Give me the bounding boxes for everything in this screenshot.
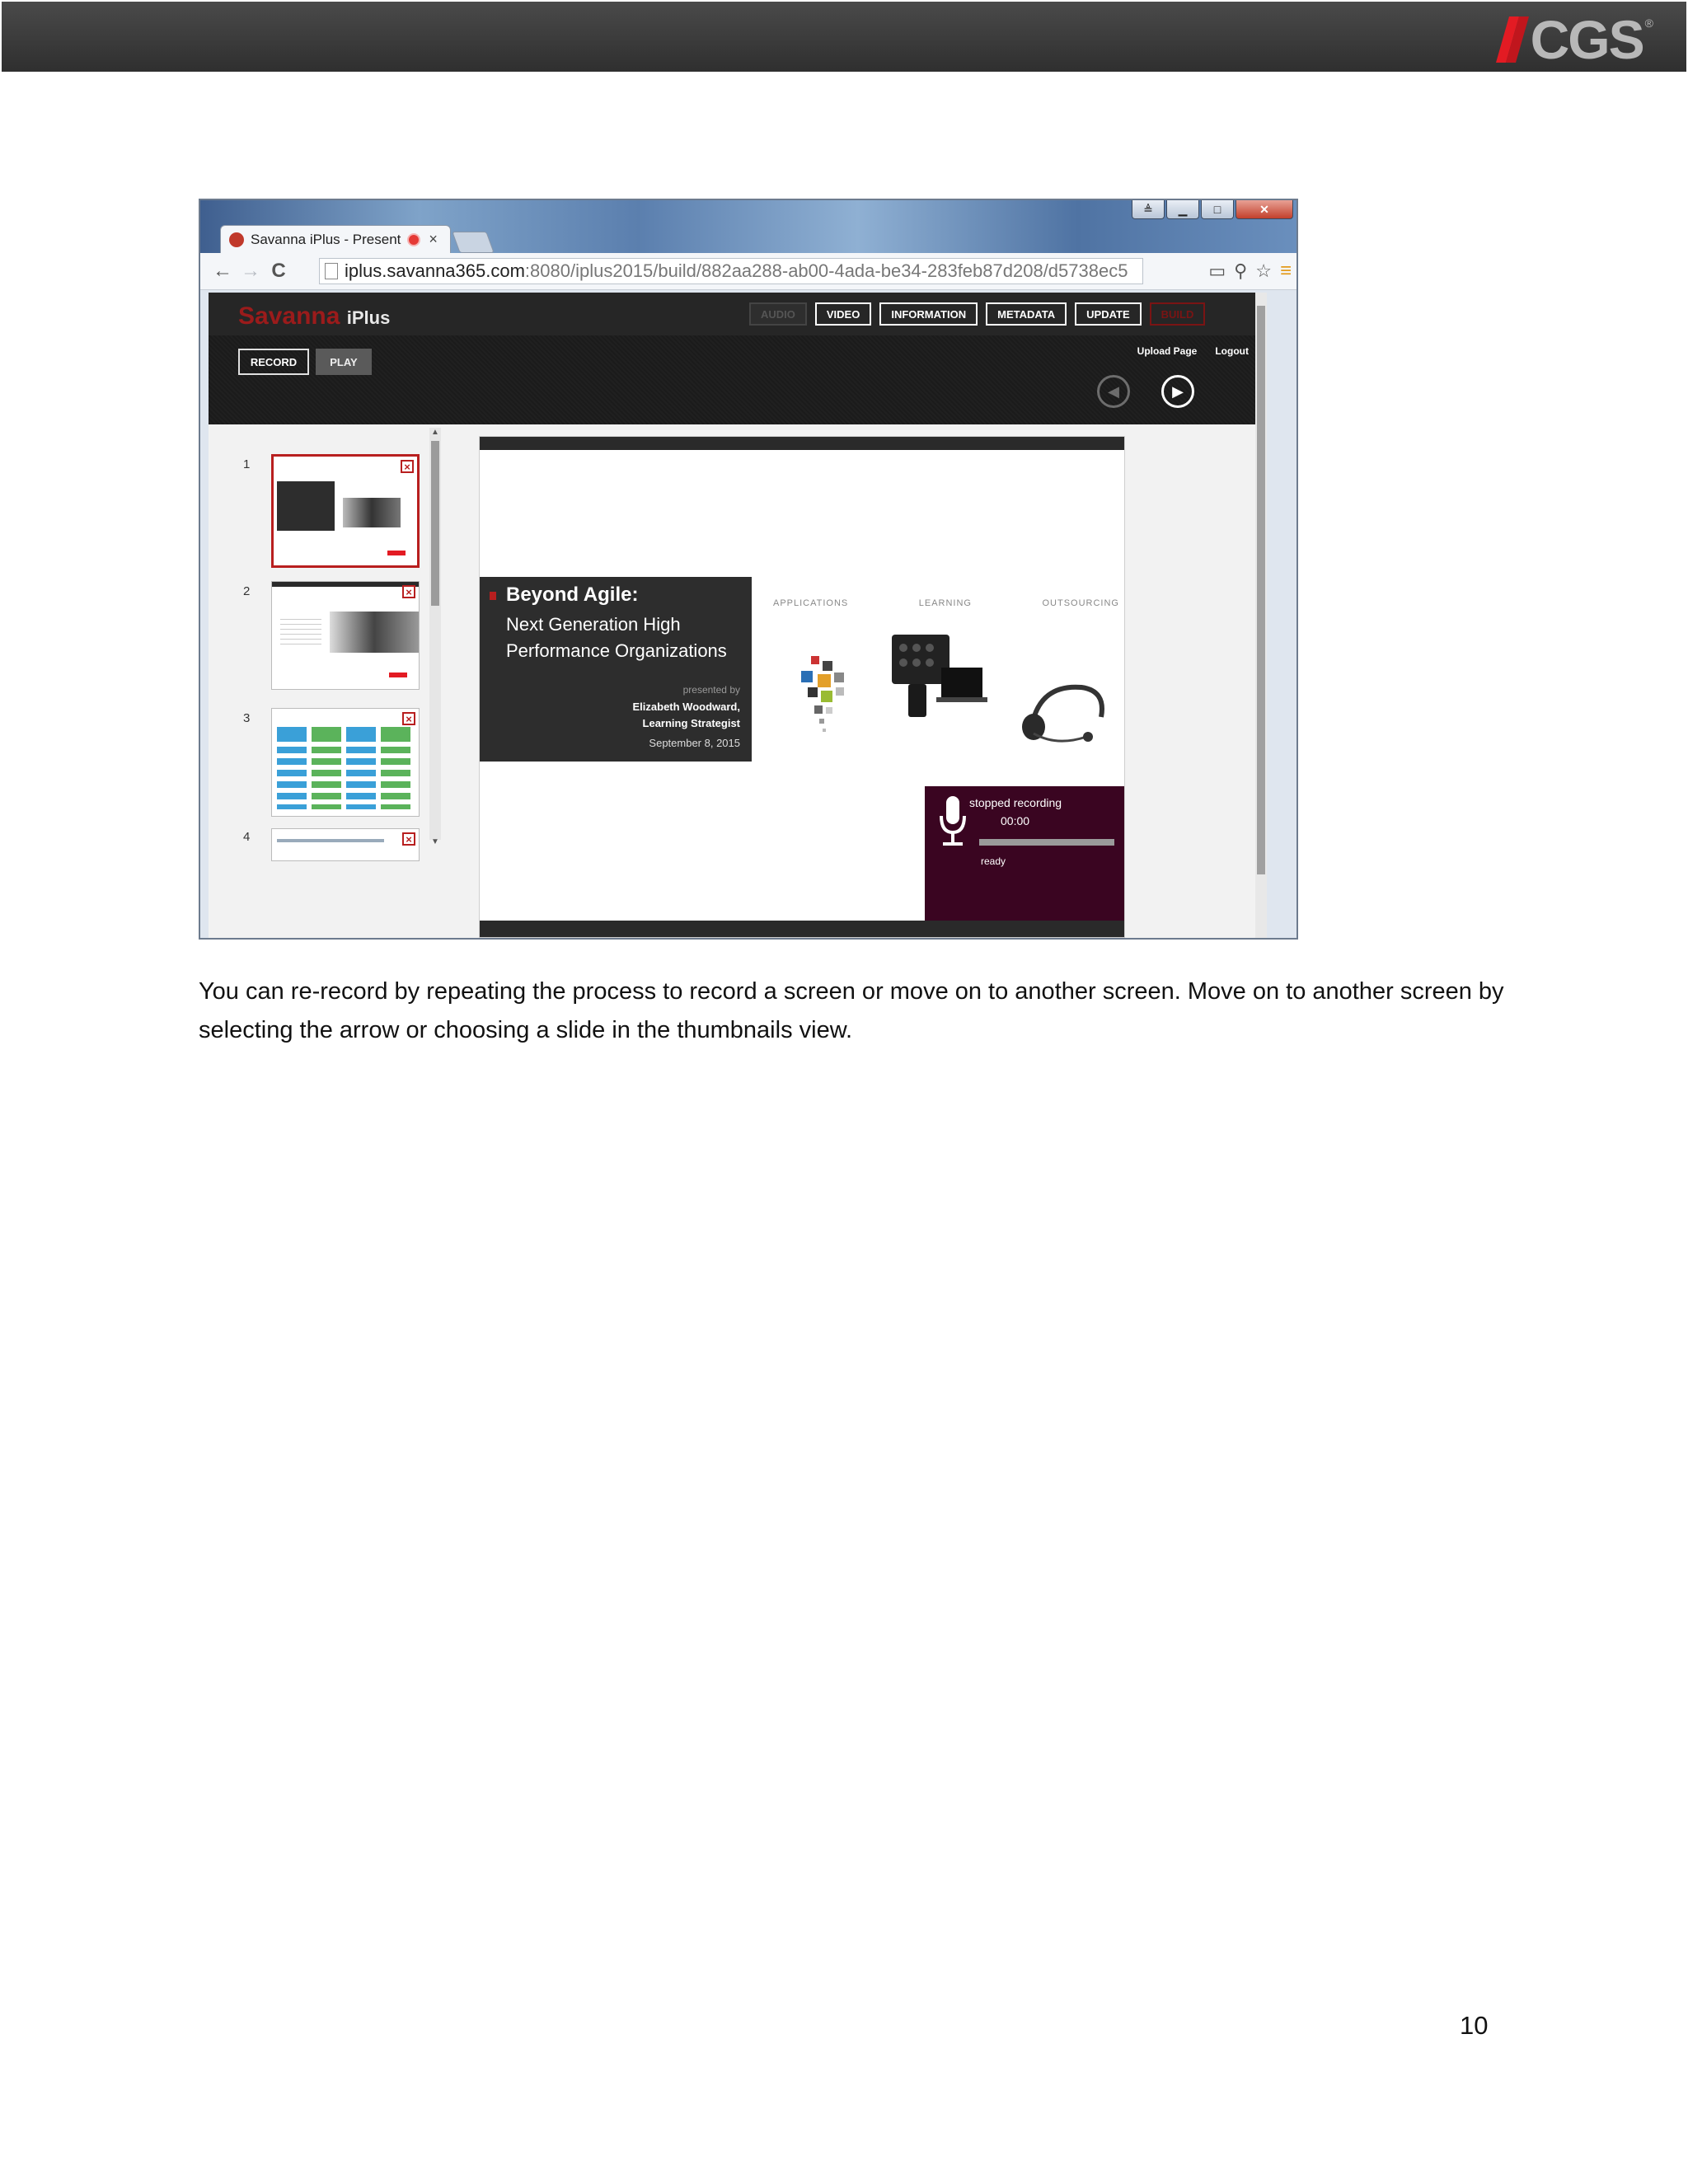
thumbnail-number: 2 <box>243 584 251 598</box>
browser-tab[interactable] <box>220 225 451 253</box>
cgs-logo-text: CGS <box>1530 9 1643 70</box>
thumbnail-slide-4[interactable] <box>271 828 420 861</box>
metadata-button[interactable]: METADATA <box>986 302 1067 326</box>
browser-menu-icon[interactable]: ≡ <box>1279 260 1292 282</box>
presentation-date: September 8, 2015 <box>649 737 740 749</box>
savanna-app <box>209 293 1267 938</box>
window-controls <box>1132 200 1293 219</box>
slide-top-band <box>480 437 1124 450</box>
bookmark-star-icon[interactable]: ☆ <box>1255 260 1272 281</box>
instruction-paragraph: You can re-record by repeating the process to record a screen or move on to another screen. Move on to another screen by selecting the arrow or choosing a slide in the thumbnails view. <box>199 978 1504 1043</box>
scroll-up-icon[interactable]: ▲ <box>431 428 439 437</box>
top-nav <box>749 302 1205 326</box>
page-scroll-thumb[interactable] <box>1257 306 1265 874</box>
scroll-down-icon[interactable]: ▼ <box>431 837 439 846</box>
slide-bottom-band <box>480 921 1124 937</box>
savanna-favicon-icon <box>229 232 244 247</box>
thumbnail-delete-icon[interactable]: × <box>402 585 415 598</box>
thumbnail-delete-icon[interactable]: × <box>402 712 415 725</box>
play-button[interactable]: PLAY <box>316 349 372 375</box>
recorder-panel <box>925 786 1125 938</box>
slide-title-box <box>480 577 752 762</box>
page-number: 10 <box>1460 2011 1489 2040</box>
recording-indicator-icon <box>407 233 420 246</box>
brand-main: Savanna <box>238 302 340 330</box>
page-icon <box>325 263 338 279</box>
page-scrollbar[interactable] <box>1255 293 1267 938</box>
slide-preview <box>479 436 1125 938</box>
recorder-state: ready <box>981 855 1006 867</box>
presented-by: presented by <box>682 684 740 696</box>
pixel-cube-image <box>786 648 860 747</box>
headset-image <box>1015 668 1114 750</box>
thumbnail-slide-3[interactable] <box>271 708 420 817</box>
brand-sub: iPlus <box>346 307 391 328</box>
upload-page-link[interactable]: Upload Page <box>1137 345 1198 357</box>
toolbar-actions <box>1208 260 1292 283</box>
app-header <box>209 293 1267 335</box>
thumbnail-number: 4 <box>243 830 251 844</box>
record-button[interactable]: RECORD <box>238 349 309 375</box>
tab-title: Savanna iPlus - Present <box>251 231 401 247</box>
close-window-button[interactable]: ✕ <box>1236 200 1293 219</box>
update-button[interactable]: UPDATE <box>1075 302 1141 326</box>
presenter-info <box>633 699 741 732</box>
url-host: iplus.savanna365.com <box>345 260 525 281</box>
slide-title: Beyond Agile: <box>506 583 639 606</box>
app-brand <box>238 302 390 330</box>
maximize-button[interactable]: □ <box>1201 200 1234 219</box>
address-bar[interactable] <box>319 258 1143 284</box>
document-header-bar <box>2 2 1686 72</box>
slide-subtitle: Next Generation High Performance Organizations <box>506 614 727 661</box>
cgs-logo <box>1491 9 1653 70</box>
thumbnail-slide-2[interactable] <box>271 581 420 690</box>
build-button[interactable]: BUILD <box>1150 302 1206 326</box>
thumbnail-slide-1[interactable] <box>271 454 420 568</box>
next-slide-icon[interactable]: ▶ <box>1161 375 1194 408</box>
cast-icon[interactable]: ▭ <box>1208 260 1226 281</box>
information-button[interactable]: INFORMATION <box>879 302 978 326</box>
recording-status: stopped recording <box>969 796 1062 809</box>
forward-arrow-icon[interactable]: → <box>241 260 260 282</box>
app-controls-bar <box>209 335 1267 424</box>
thumbnails-scrollbar[interactable] <box>429 428 441 846</box>
thumbnail-number: 1 <box>243 457 251 471</box>
devices-image <box>884 626 999 725</box>
cgs-logo-mark-icon <box>1491 16 1529 63</box>
microphone-icon <box>936 793 969 851</box>
logout-link[interactable]: Logout <box>1215 345 1249 357</box>
category-applications: APPLICATIONS <box>773 598 849 608</box>
title-bullet-icon <box>490 592 496 600</box>
url-path: :8080/iplus2015/build/882aa288-ab00-4ada-be34-283feb87d208/d5738ec5 <box>524 260 1128 281</box>
presenter-name: Elizabeth Woodward, <box>632 701 740 713</box>
recording-time: 00:00 <box>1001 814 1030 827</box>
back-arrow-icon[interactable]: ← <box>213 260 232 282</box>
browser-screenshot <box>199 199 1298 940</box>
audio-button[interactable]: AUDIO <box>749 302 807 326</box>
thumbnail-delete-icon[interactable]: × <box>401 460 414 473</box>
reload-icon[interactable]: C <box>271 260 286 282</box>
slide-categories <box>773 598 1119 608</box>
thumbnails-panel <box>209 424 448 938</box>
trademark-symbol: ® <box>1644 16 1653 30</box>
thumbnail-number: 3 <box>243 711 251 725</box>
thumbnail-delete-icon[interactable]: × <box>402 832 415 846</box>
close-tab-icon[interactable]: × <box>429 231 438 247</box>
scroll-thumb[interactable] <box>431 441 439 606</box>
previous-slide-icon[interactable]: ◀ <box>1097 375 1130 408</box>
header-links <box>1137 345 1249 357</box>
minimize-button[interactable]: ▁ <box>1166 200 1199 219</box>
browser-toolbar <box>200 253 1296 290</box>
recording-progress-bar <box>979 839 1114 846</box>
user-icon[interactable]: ≜ <box>1132 200 1165 219</box>
presenter-role: Learning Strategist <box>642 717 740 729</box>
category-learning: LEARNING <box>918 598 972 608</box>
search-icon[interactable]: ⚲ <box>1234 260 1248 281</box>
category-outsourcing: OUTSOURCING <box>1042 598 1119 608</box>
video-button[interactable]: VIDEO <box>815 302 871 326</box>
new-tab-button[interactable] <box>452 232 494 253</box>
